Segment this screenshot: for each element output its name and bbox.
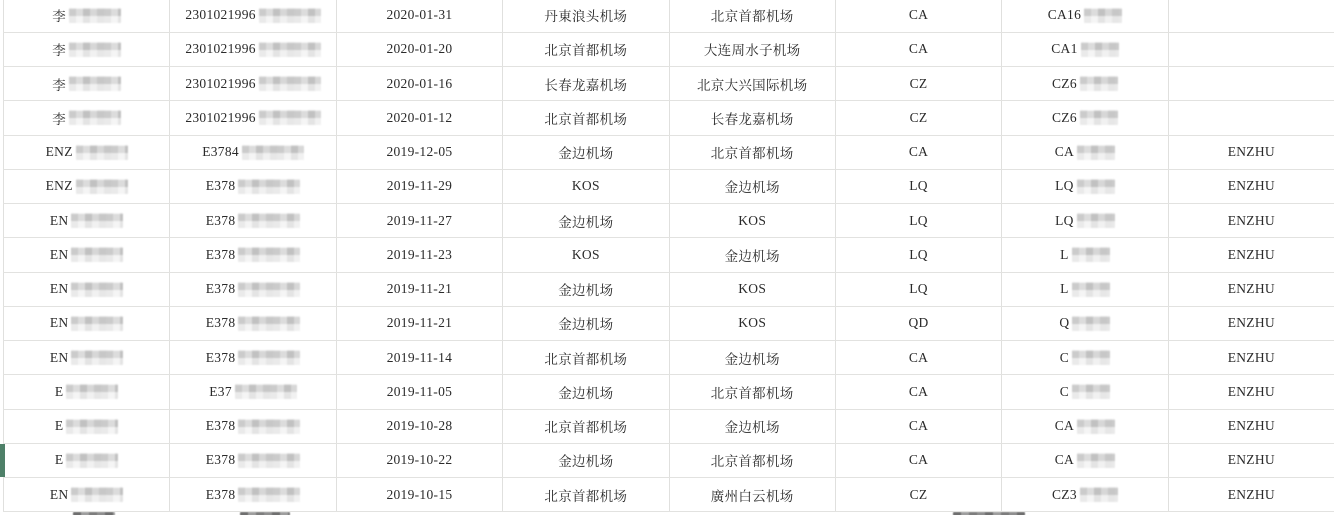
cell-text: ENZ [45,144,73,160]
cell-departure-airport[interactable] [502,136,668,169]
cell-text: EN [49,246,69,262]
redaction-blur [1080,76,1118,91]
redaction-blur [1077,213,1115,228]
redaction-blur [1072,247,1110,262]
cell-name[interactable] [3,204,169,237]
cell-text: LQ [909,281,928,297]
cell-airline-code[interactable] [835,375,1001,408]
cell-remark[interactable] [1168,0,1334,32]
redaction-blur [71,282,123,297]
cell-airline-code[interactable] [835,67,1001,100]
cell-departure-airport[interactable] [502,478,668,511]
redaction-blur [69,76,121,91]
cell-text: 李 [52,9,67,25]
cell-flight-date[interactable] [336,0,502,32]
cell-flight-date[interactable] [336,478,502,511]
redaction-blur [1072,384,1110,399]
cell-text: KOS [571,246,600,262]
cell-text: ENZHU [1227,281,1275,297]
table-row [3,204,1334,238]
cell-arrival-airport[interactable] [669,67,835,100]
cell-text: KOS [738,212,767,228]
cell-flight-date[interactable] [336,375,502,408]
cell-name[interactable] [3,341,169,374]
cell-text: 2019-10-22 [386,452,453,468]
cell-id-number[interactable] [169,238,335,271]
cell-departure-airport[interactable] [502,170,668,203]
redaction-blur [1080,110,1118,125]
cell-arrival-airport[interactable] [669,375,835,408]
cell-remark[interactable] [1168,341,1334,374]
cell-text: 李 [52,43,67,59]
cell-flight-date[interactable] [336,101,502,134]
cell-arrival-airport[interactable] [669,170,835,203]
cell-text: KOS [738,281,767,297]
flight-records-table [3,0,1334,515]
cell-flight-number[interactable] [1001,33,1167,66]
cell-text: E378 [205,281,236,297]
cell-text: 丹東浪头机场 [544,9,628,25]
cell-text: CZ6 [1051,109,1077,125]
cell-id-number[interactable] [169,33,335,66]
table-row [3,273,1334,307]
cell-text: 金边机场 [724,248,780,264]
cell-remark[interactable] [1168,307,1334,340]
cell-text: E378 [205,212,236,228]
cell-text: 2019-12-05 [386,144,453,160]
cell-text: E3784 [202,144,239,160]
cell-text: C [1059,349,1070,365]
cell-departure-airport[interactable] [502,341,668,374]
cell-text: 2301021996 [185,7,256,23]
table-row [3,101,1334,135]
cell-airline-code[interactable] [835,238,1001,271]
table-row [3,33,1334,67]
cell-text: EN [49,212,69,228]
cell-arrival-airport[interactable] [669,0,835,32]
cell-airline-code[interactable] [835,478,1001,511]
cell-name[interactable] [3,67,169,100]
cell-name[interactable] [3,478,169,511]
redaction-blur [235,384,297,399]
cell-text: CA [908,144,929,160]
table-row [3,341,1334,375]
cell-id-number[interactable] [169,307,335,340]
cell-departure-airport[interactable] [502,444,668,477]
cell-text: CA [908,383,929,399]
cell-name[interactable] [3,238,169,271]
redaction-blur [238,213,300,228]
cell-text: CZ [909,109,928,125]
redaction-blur [1077,179,1115,194]
cell-airline-code[interactable] [835,33,1001,66]
cell-text: CA [908,418,929,434]
cell-flight-number[interactable] [1001,410,1167,443]
cell-text: 北京首都机场 [544,420,628,436]
cell-flight-number[interactable] [1001,444,1167,477]
cell-text: LQ [909,212,928,228]
cell-text: E [54,383,64,399]
cell-id-number[interactable] [169,136,335,169]
cell-arrival-airport[interactable] [669,238,835,271]
cell-text: 金边机场 [558,283,614,299]
redaction-blur [71,316,123,331]
cell-airline-code[interactable] [835,307,1001,340]
cell-flight-date[interactable] [336,273,502,306]
cell-arrival-airport[interactable] [669,341,835,374]
cell-id-number[interactable] [169,67,335,100]
redaction-blur [1077,419,1115,434]
cell-text: 金边机场 [558,214,614,230]
cell-id-number[interactable] [169,273,335,306]
cell-text: 2020-01-12 [386,109,453,125]
cell-arrival-airport[interactable] [669,478,835,511]
cell-flight-number[interactable] [1001,375,1167,408]
cell-text: L [1060,246,1069,262]
cell-text: 金边机场 [558,146,614,162]
cell-remark[interactable] [1168,136,1334,169]
cell-name[interactable] [3,375,169,408]
cell-flight-number[interactable] [1001,238,1167,271]
cell-airline-code[interactable] [835,341,1001,374]
cell-name[interactable] [3,444,169,477]
cell-text: 金边机场 [724,180,780,196]
cell-text: ENZHU [1227,383,1275,399]
cell-text: 2020-01-16 [386,75,453,91]
cell-remark[interactable] [1168,444,1334,477]
cell-airline-code[interactable] [835,204,1001,237]
cell-departure-airport[interactable] [502,410,668,443]
redaction-blur [1077,145,1115,160]
redaction-blur [1080,487,1118,502]
cell-text: 2019-11-21 [386,315,453,331]
table-row [3,170,1334,204]
cell-text: 金边机场 [558,317,614,333]
cell-text: 2019-11-05 [386,383,453,399]
cell-text: ENZ [45,178,73,194]
redaction-blur [69,42,121,57]
cell-arrival-airport[interactable] [669,101,835,134]
cell-arrival-airport[interactable] [669,204,835,237]
cell-airline-code[interactable] [835,273,1001,306]
cell-text: E [54,452,64,468]
cell-flight-number[interactable] [1001,170,1167,203]
cell-flight-date[interactable] [336,444,502,477]
cell-name[interactable] [3,307,169,340]
cell-name[interactable] [3,101,169,134]
cell-text: 北京首都机场 [544,351,628,367]
cell-text: LQ [1055,212,1074,228]
cell-text: KOS [738,315,767,331]
table-row [3,67,1334,101]
cell-text: 2019-11-29 [386,178,453,194]
cell-airline-code[interactable] [835,170,1001,203]
redaction-blur [69,8,121,23]
cell-remark[interactable] [1168,101,1334,134]
cell-text: E378 [205,315,236,331]
redaction-blur [238,350,300,365]
redaction-blur [238,179,300,194]
redaction-blur [66,453,118,468]
cell-id-number[interactable] [169,0,335,32]
cell-text: EN [49,486,69,502]
cell-text: 2019-11-14 [386,349,453,365]
cell-text: ENZHU [1227,452,1275,468]
table-row [3,375,1334,409]
redaction-blur [1077,453,1115,468]
cell-remark[interactable] [1168,410,1334,443]
cell-flight-number[interactable] [1001,341,1167,374]
cell-text: ENZHU [1227,178,1275,194]
cell-flight-number[interactable] [1001,67,1167,100]
redaction-blur [1072,350,1110,365]
cell-text: 北京首都机场 [710,454,794,470]
cell-airline-code[interactable] [835,136,1001,169]
cell-text: L [1060,281,1069,297]
cell-text: 北京首都机场 [544,488,628,504]
cell-airline-code[interactable] [835,444,1001,477]
cell-arrival-airport[interactable] [669,136,835,169]
cell-text: 2019-10-15 [386,486,453,502]
cell-text: 金边机场 [558,454,614,470]
redaction-blur [76,145,128,160]
cell-text: E378 [205,349,236,365]
active-row-marker [0,444,5,477]
cell-flight-number[interactable] [1001,204,1167,237]
table-row [3,238,1334,272]
cell-text: 北京首都机场 [544,43,628,59]
cell-flight-date[interactable] [336,410,502,443]
redaction-blur [1072,316,1110,331]
cell-text: 北京首都机场 [710,146,794,162]
cell-text: 北京大兴国际机场 [696,77,808,93]
cell-text: E378 [205,452,236,468]
cell-text: ENZHU [1227,212,1275,228]
cell-departure-airport[interactable] [502,67,668,100]
cell-airline-code[interactable] [835,410,1001,443]
cell-text: 北京首都机场 [710,385,794,401]
cell-text: CZ [909,486,928,502]
cell-text: E378 [205,178,236,194]
cell-flight-date[interactable] [336,204,502,237]
cell-flight-date[interactable] [336,341,502,374]
cell-id-number[interactable] [169,478,335,511]
cell-remark[interactable] [1168,375,1334,408]
cell-remark[interactable] [1168,238,1334,271]
table-row [3,0,1334,33]
redaction-blur [238,247,300,262]
cell-remark[interactable] [1168,67,1334,100]
cell-text: CA [1054,418,1075,434]
redaction-blur [238,282,300,297]
cell-remark[interactable] [1168,33,1334,66]
cell-text: LQ [909,246,928,262]
cell-text: 2019-11-21 [386,281,453,297]
cell-text: ENZHU [1227,486,1275,502]
cell-flight-date[interactable] [336,33,502,66]
cell-text: ENZHU [1227,246,1275,262]
cell-airline-code[interactable] [835,101,1001,134]
cell-flight-date[interactable] [336,136,502,169]
cell-id-number[interactable] [169,101,335,134]
cell-departure-airport[interactable] [502,238,668,271]
redaction-blur [238,316,300,331]
redaction-blur [69,110,121,125]
cell-text: LQ [909,178,928,194]
cell-text: 北京首都机场 [544,111,628,127]
cell-text: ENZHU [1227,144,1275,160]
cell-text: 北京首都机场 [710,9,794,25]
cell-arrival-airport[interactable] [669,444,835,477]
cell-text: 长春龙嘉机场 [710,111,794,127]
redaction-blur [259,76,321,91]
cell-departure-airport[interactable] [502,273,668,306]
cell-text: CA [908,349,929,365]
cell-text: CA1 [1051,41,1078,57]
cell-name[interactable] [3,410,169,443]
cell-text: E37 [209,383,232,399]
cell-name[interactable] [3,273,169,306]
cell-remark[interactable] [1168,478,1334,511]
cell-text: EN [49,315,69,331]
cell-departure-airport[interactable] [502,33,668,66]
cell-flight-date[interactable] [336,67,502,100]
cell-departure-airport[interactable] [502,204,668,237]
cell-text: 廣州白云机场 [710,488,794,504]
cell-arrival-airport[interactable] [669,273,835,306]
cell-flight-number[interactable] [1001,478,1167,511]
redaction-blur [66,384,118,399]
cell-text: E378 [205,486,236,502]
cell-text: CA [908,7,929,23]
cell-text: EN [49,349,69,365]
cell-text: 2020-01-20 [386,41,453,57]
cell-id-number[interactable] [169,170,335,203]
cell-remark[interactable] [1168,273,1334,306]
table-row [3,136,1334,170]
cell-text: 金边机场 [724,420,780,436]
cell-name[interactable] [3,170,169,203]
cell-name[interactable] [3,0,169,32]
cell-text: 大连周水子机场 [703,43,801,59]
redaction-blur [1084,8,1122,23]
cell-text: CA [908,41,929,57]
cell-id-number[interactable] [169,444,335,477]
cell-name[interactable] [3,136,169,169]
table-row [3,444,1334,478]
cell-remark[interactable] [1168,170,1334,203]
cell-text: E378 [205,246,236,262]
redaction-blur [238,419,300,434]
table-row [3,410,1334,444]
cell-arrival-airport[interactable] [669,307,835,340]
cell-text: 2301021996 [185,75,256,91]
cell-flight-date[interactable] [336,307,502,340]
cell-text: 金边机场 [724,351,780,367]
cell-text: 2019-11-23 [386,246,453,262]
cell-text: CZ3 [1051,486,1077,502]
cell-text: CA [908,452,929,468]
redaction-blur [66,419,118,434]
cell-text: CA [1054,144,1075,160]
redaction-blur [238,487,300,502]
flight-table-body [3,0,1334,512]
cell-text: 李 [52,111,67,127]
cell-flight-date[interactable] [336,238,502,271]
cell-text: CZ6 [1051,75,1077,91]
cell-text: CA [1054,452,1075,468]
cell-flight-number[interactable] [1001,101,1167,134]
cell-flight-number[interactable] [1001,136,1167,169]
redaction-blur [259,110,321,125]
redaction-blur [1072,282,1110,297]
cell-text: 2301021996 [185,109,256,125]
cell-text: KOS [571,178,600,194]
redaction-blur [71,213,123,228]
cell-departure-airport[interactable] [502,307,668,340]
cell-text: CA16 [1047,7,1082,23]
cell-text: ENZHU [1227,315,1275,331]
cell-text: QD [908,315,929,331]
cell-text: 金边机场 [558,385,614,401]
redaction-blur [71,487,123,502]
cell-text: 长春龙嘉机场 [544,77,628,93]
cell-text: 2301021996 [185,41,256,57]
cell-text: ENZHU [1227,418,1275,434]
cell-text: E378 [205,418,236,434]
cell-remark[interactable] [1168,204,1334,237]
cell-arrival-airport[interactable] [669,410,835,443]
redaction-blur [259,42,321,57]
redaction-blur [259,8,321,23]
cell-flight-number[interactable] [1001,307,1167,340]
cell-flight-number[interactable] [1001,0,1167,32]
redaction-blur [242,145,304,160]
cell-arrival-airport[interactable] [669,33,835,66]
cell-departure-airport[interactable] [502,0,668,32]
cell-departure-airport[interactable] [502,375,668,408]
redaction-blur [1081,42,1119,57]
redaction-blur [71,247,123,262]
cell-name[interactable] [3,33,169,66]
cell-text: 李 [52,77,67,93]
cell-text: E [54,418,64,434]
cell-id-number[interactable] [169,410,335,443]
cell-text: Q [1059,315,1070,331]
cell-text: 2019-10-28 [386,418,453,434]
table-row [3,478,1334,512]
cell-text: 2020-01-31 [386,7,453,23]
cell-text: C [1059,383,1070,399]
cell-text: ENZHU [1227,349,1275,365]
cell-text: EN [49,281,69,297]
cell-departure-airport[interactable] [502,101,668,134]
cell-flight-number[interactable] [1001,273,1167,306]
redaction-blur [71,350,123,365]
redaction-blur [238,453,300,468]
cell-airline-code[interactable] [835,0,1001,32]
cell-id-number[interactable] [169,204,335,237]
cell-text: LQ [1055,178,1074,194]
redaction-blur [76,179,128,194]
cell-id-number[interactable] [169,375,335,408]
table-row [3,307,1334,341]
cell-id-number[interactable] [169,341,335,374]
cell-flight-date[interactable] [336,170,502,203]
cell-text: 2019-11-27 [386,212,453,228]
cell-text: CZ [909,75,928,91]
